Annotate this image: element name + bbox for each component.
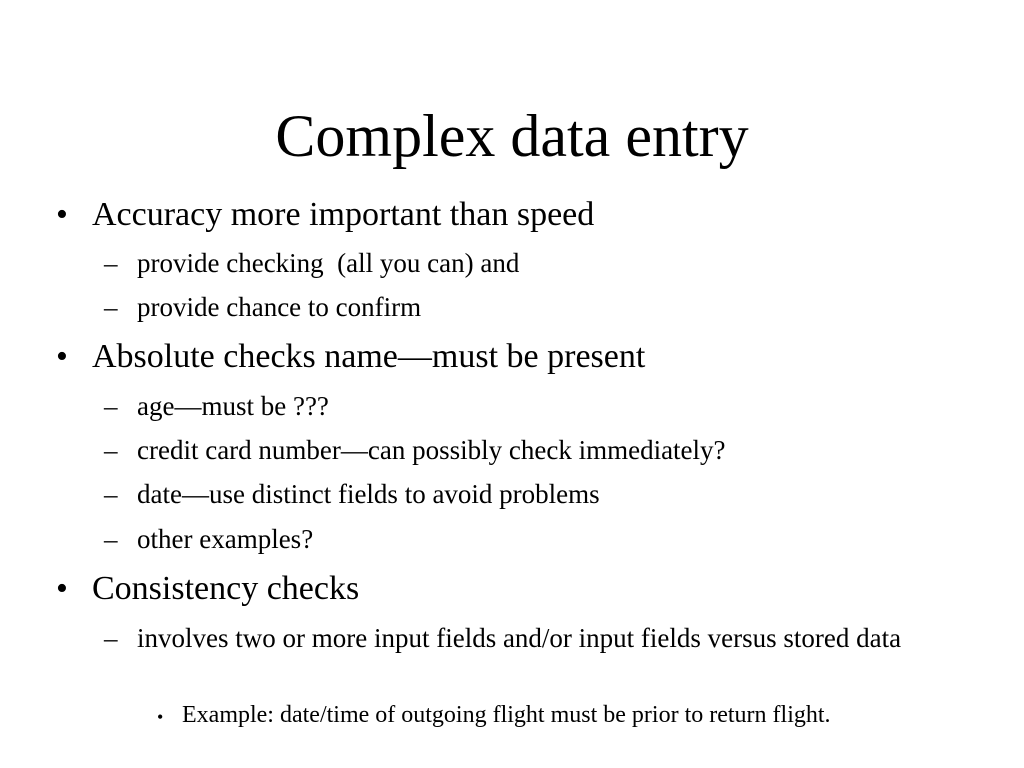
bullet-marker: • [56, 196, 68, 233]
sub-bullet-text: provide checking (all you can) and [137, 248, 520, 278]
sub-bullet-item [104, 622, 967, 654]
sub-sub-bullet-text: Example: date/time of outgoing flight must be prior to return flight. [182, 702, 831, 728]
bullet-text: Consistency checks [92, 570, 360, 607]
sub-bullet-text: other examples? [137, 524, 314, 554]
bullet-item [56, 569, 360, 609]
sub-sub-bullet-item [157, 701, 831, 729]
sub-bullet-item [104, 523, 314, 555]
slide-title: Complex data entry [275, 103, 749, 169]
bullet-item [56, 337, 646, 377]
dash-marker: – [104, 435, 118, 465]
sub-bullet-text: credit card number—can possibly check immediately? [137, 435, 726, 465]
sub-bullet-text: date—use distinct fields to avoid problems [137, 479, 600, 509]
dash-marker: – [104, 524, 118, 554]
bullet-marker: • [157, 707, 164, 727]
sub-bullet-item [104, 434, 726, 466]
dash-marker: – [104, 292, 118, 322]
bullet-text: Accuracy more important than speed [92, 196, 595, 233]
sub-bullet-text: involves two or more input fields and/or input fields versus stored data [137, 623, 902, 653]
sub-bullet-item [104, 247, 520, 279]
sub-bullet-text: provide chance to confirm [137, 292, 422, 322]
sub-bullet-item [104, 390, 329, 422]
bullet-text: Absolute checks name—must be present [92, 338, 646, 375]
sub-bullet-text: age—must be ??? [137, 391, 329, 421]
sub-bullet-item [104, 478, 600, 510]
bullet-marker: • [56, 570, 68, 607]
bullet-marker: • [56, 338, 68, 375]
dash-marker: – [104, 623, 118, 653]
dash-marker: – [104, 391, 118, 421]
bullet-item [56, 195, 595, 235]
sub-bullet-item [104, 291, 422, 323]
dash-marker: – [104, 248, 118, 278]
dash-marker: – [104, 479, 118, 509]
